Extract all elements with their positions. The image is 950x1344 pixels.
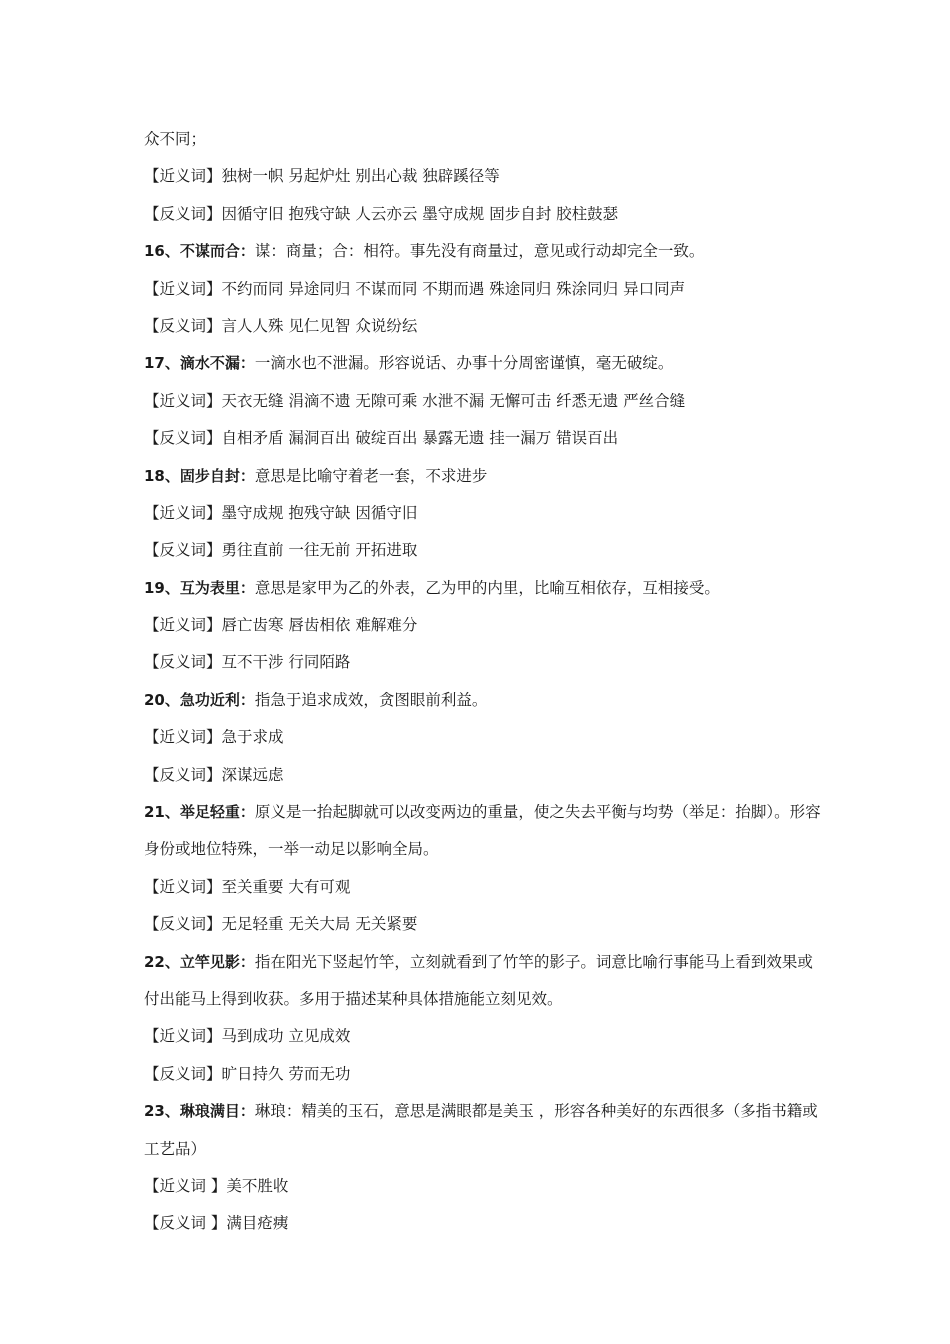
idiom-term: 23、琳琅满目： bbox=[144, 1102, 255, 1121]
text-line: 众不同； bbox=[144, 130, 207, 148]
idiom-definition: 谋：商量；合：相符。事先没有商量过，意见或行动却完全一致。 bbox=[254, 242, 705, 261]
antonym-line: 【反义词 】满目疮痍 bbox=[144, 1214, 289, 1233]
antonym-line: 【反义词】深谋远虑 bbox=[144, 765, 284, 784]
antonym-line: 【反义词】言人人殊 见仁见智 众说纷纭 bbox=[144, 316, 418, 335]
idiom-definition: 原义是一抬起脚就可以改变两边的重量，使之失去平衡与均势（举足：抬脚）。形容身份或地位特殊，一举一动足以影响全局。 bbox=[144, 803, 821, 859]
synonym-line: 【近义词】墨守成规 抱残守缺 因循守旧 bbox=[144, 503, 418, 522]
antonym-line: 【反义词】旷日持久 劳而无功 bbox=[144, 1064, 351, 1083]
idiom-definition: 意思是比喻守着老一套，不求进步 bbox=[254, 466, 488, 485]
idiom-entry bbox=[144, 682, 824, 719]
idiom-term: 22、立竿见影： bbox=[144, 952, 255, 971]
idiom-definition: 指在阳光下竖起竹竿，立刻就看到了竹竿的影子。词意比喻行事能马上看到效果或付出能马上得到收获。多用于描述某种具体措施能立刻见效。 bbox=[144, 952, 813, 1009]
antonym-line: 【反义词】无足轻重 无关大局 无关紧要 bbox=[144, 915, 418, 934]
idiom-term: 20、急功近利： bbox=[144, 690, 255, 709]
idiom-entry bbox=[144, 233, 824, 270]
antonym-line: 【反义词】自相矛盾 漏洞百出 破绽百出 暴露无遗 挂一漏万 错误百出 bbox=[144, 429, 619, 448]
synonym-line: 【近义词】天衣无缝 涓滴不遗 无隙可乘 水泄不漏 无懈可击 纤悉无遗 严丝合缝 bbox=[144, 391, 686, 410]
idiom-entry bbox=[144, 458, 824, 495]
idiom-entry bbox=[144, 944, 824, 1019]
idiom-definition: 一滴水也不泄漏。形容说话、办事十分周密谨慎，毫无破绽。 bbox=[254, 354, 674, 373]
idiom-entry bbox=[144, 1093, 824, 1168]
synonym-line: 【近义词 】美不胜收 bbox=[144, 1177, 289, 1196]
document-content bbox=[144, 121, 824, 1243]
idiom-entry bbox=[144, 794, 824, 869]
synonym-line: 【近义词】急于求成 bbox=[144, 728, 284, 747]
antonym-line: 【反义词】互不干涉 行同陌路 bbox=[144, 653, 351, 672]
antonym-line: 【反义词】勇往直前 一往无前 开拓进取 bbox=[144, 541, 418, 560]
synonym-line: 【近义词】马到成功 立见成效 bbox=[144, 1027, 351, 1046]
idiom-term: 16、不谋而合： bbox=[144, 242, 255, 261]
antonym-line: 【反义词】因循守旧 抱残守缺 人云亦云 墨守成规 固步自封 胶柱鼓瑟 bbox=[144, 204, 619, 223]
idiom-definition: 指急于追求成效，贪图眼前利益。 bbox=[254, 690, 488, 709]
synonym-line: 【近义词】至关重要 大有可观 bbox=[144, 877, 351, 896]
idiom-term: 21、举足轻重： bbox=[144, 803, 255, 822]
synonym-line: 【近义词】独树一帜 另起炉灶 别出心裁 独辟蹊径等 bbox=[144, 167, 500, 186]
idiom-definition: 琳琅：精美的玉石，意思是满眼都是美玉 ，形容各种美好的东西很多（多指书籍或工艺品） bbox=[144, 1102, 818, 1158]
synonym-line: 【近义词】唇亡齿寒 唇齿相依 难解难分 bbox=[144, 616, 418, 635]
idiom-entry bbox=[144, 345, 824, 382]
idiom-definition: 意思是家甲为乙的外表，乙为甲的内里，比喻互相依存，互相接受。 bbox=[254, 578, 720, 597]
synonym-line: 【近义词】不约而同 异途同归 不谋而同 不期而遇 殊途同归 殊涂同归 异口同声 bbox=[144, 279, 686, 298]
idiom-entry bbox=[144, 570, 824, 607]
idiom-term: 17、滴水不漏： bbox=[144, 354, 255, 373]
idiom-term: 19、互为表里： bbox=[144, 578, 255, 597]
idiom-term: 18、固步自封： bbox=[144, 466, 255, 485]
